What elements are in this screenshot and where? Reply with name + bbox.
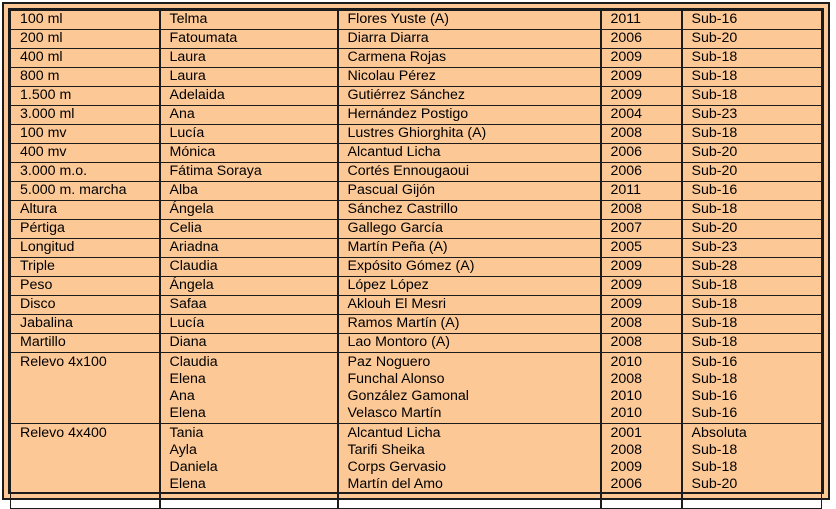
table-row (11, 315, 822, 334)
relay-row (11, 424, 822, 509)
name-cell: Fatoumata (160, 30, 338, 49)
year-cell: 2008 (601, 201, 682, 220)
relay-surname-line: Paz Noguero (347, 354, 431, 370)
name-cell: Ángela (160, 201, 338, 220)
surname-cell: Flores Yuste (A) (338, 11, 601, 30)
relay-year-cell (601, 353, 682, 424)
surname-cell: Hernández Postigo (338, 106, 601, 125)
category-cell: Sub-18 (682, 201, 822, 220)
year-cell: 2008 (601, 125, 682, 144)
category-cell: Sub-18 (682, 125, 822, 144)
name-cell: Telma (160, 11, 338, 30)
athletes-table-body (11, 11, 822, 509)
event-cell: Jabalina (11, 315, 160, 334)
surname-cell: Sánchez Castrillo (338, 201, 601, 220)
table-row (11, 277, 822, 296)
name-cell: Lucía (160, 125, 338, 144)
table-row (11, 258, 822, 277)
event-cell: 100 ml (11, 11, 160, 30)
category-cell: Sub-18 (682, 87, 822, 106)
relay-surname-line: Alcantud Licha (347, 425, 441, 441)
name-cell: Celia (160, 220, 338, 239)
category-cell: Sub-20 (682, 220, 822, 239)
relay-category-cell (682, 424, 822, 509)
relay-year-line: 2008 (610, 442, 643, 458)
year-cell: 2011 (601, 11, 682, 30)
category-cell: Sub-20 (682, 30, 822, 49)
relay-row (11, 353, 822, 424)
relay-name-cell (160, 424, 338, 509)
category-cell: Sub-16 (682, 11, 822, 30)
surname-cell: Martín Peña (A) (338, 239, 601, 258)
event-cell: 100 mv (11, 125, 160, 144)
category-cell: Sub-23 (682, 239, 822, 258)
relay-name-line: Ayla (169, 442, 197, 458)
surname-cell: Aklouh El Mesri (338, 296, 601, 315)
relay-surname-line: González Gamonal (347, 388, 469, 404)
relay-name-cell (160, 353, 338, 424)
relay-name-line: Elena (169, 405, 206, 421)
event-cell: Triple (11, 258, 160, 277)
year-cell: 2004 (601, 106, 682, 125)
surname-cell: Lao Montoro (A) (338, 334, 601, 353)
relay-category-line: Sub-20 (691, 476, 738, 492)
category-cell: Sub-18 (682, 296, 822, 315)
category-cell: Sub-18 (682, 49, 822, 68)
relay-category-line: Absoluta (691, 425, 747, 441)
category-cell: Sub-23 (682, 106, 822, 125)
relay-category-line: Sub-18 (691, 371, 738, 387)
name-cell: Lucía (160, 315, 338, 334)
relay-category-cell (682, 353, 822, 424)
event-cell: 800 m (11, 68, 160, 87)
category-cell: Sub-20 (682, 144, 822, 163)
surname-cell: López López (338, 277, 601, 296)
event-cell: 3.000 ml (11, 106, 160, 125)
event-cell: Pértiga (11, 220, 160, 239)
relay-year-line: 2010 (610, 354, 643, 370)
relay-surname-line: Martín del Amo (347, 476, 443, 492)
relay-category-line: Sub-18 (691, 459, 738, 475)
table-row (11, 334, 822, 353)
table-row (11, 30, 822, 49)
table-row (11, 11, 822, 30)
table-row (11, 163, 822, 182)
category-cell: Sub-16 (682, 182, 822, 201)
name-cell: Claudia (160, 258, 338, 277)
category-cell: Sub-28 (682, 258, 822, 277)
surname-cell: Alcantud Licha (338, 144, 601, 163)
event-cell: Peso (11, 277, 160, 296)
category-cell: Sub-18 (682, 334, 822, 353)
event-cell: Martillo (11, 334, 160, 353)
relay-surname-line: Velasco Martín (347, 405, 442, 421)
relay-category-line: Sub-16 (691, 388, 738, 404)
event-cell: Altura (11, 201, 160, 220)
table-inner-frame (8, 8, 824, 494)
surname-cell: Gallego García (338, 220, 601, 239)
name-cell: Ariadna (160, 239, 338, 258)
name-cell: Fátima Soraya (160, 163, 338, 182)
table-row (11, 68, 822, 87)
event-cell: 400 mv (11, 144, 160, 163)
event-cell: 3.000 m.o. (11, 163, 160, 182)
surname-cell: Ramos Martín (A) (338, 315, 601, 334)
category-cell: Sub-20 (682, 163, 822, 182)
table-row (11, 239, 822, 258)
relay-event-cell: Relevo 4x100 (11, 353, 160, 424)
table-row (11, 106, 822, 125)
relay-year-line: 2008 (610, 371, 643, 387)
relay-event-cell: Relevo 4x400 (11, 424, 160, 509)
relay-category-line: Sub-16 (691, 405, 738, 421)
relay-name-line: Claudia (169, 354, 218, 370)
year-cell: 2009 (601, 277, 682, 296)
relay-year-line: 2010 (610, 388, 643, 404)
table-row (11, 201, 822, 220)
name-cell: Ángela (160, 277, 338, 296)
relay-surname-line: Funchal Alonso (347, 371, 445, 387)
name-cell: Laura (160, 68, 338, 87)
relay-year-line: 2009 (610, 459, 643, 475)
table-row (11, 144, 822, 163)
relay-category-line: Sub-18 (691, 442, 738, 458)
relay-year-line: 2006 (610, 476, 643, 492)
relay-surname-cell (338, 424, 601, 509)
year-cell: 2008 (601, 334, 682, 353)
relay-name-line: Elena (169, 476, 206, 492)
year-cell: 2009 (601, 296, 682, 315)
relay-name-line: Ana (169, 388, 195, 404)
table-row (11, 87, 822, 106)
table-row (11, 49, 822, 68)
name-cell: Ana (160, 106, 338, 125)
table-row (11, 220, 822, 239)
relay-name-line: Elena (169, 371, 206, 387)
name-cell: Adelaida (160, 87, 338, 106)
name-cell: Alba (160, 182, 338, 201)
year-cell: 2011 (601, 182, 682, 201)
year-cell: 2005 (601, 239, 682, 258)
name-cell: Diana (160, 334, 338, 353)
category-cell: Sub-18 (682, 277, 822, 296)
year-cell: 2006 (601, 30, 682, 49)
name-cell: Laura (160, 49, 338, 68)
table-row (11, 182, 822, 201)
table-frame (2, 2, 830, 500)
relay-surname-line: Tarifi Sheika (347, 442, 425, 458)
relay-year-line: 2010 (610, 405, 643, 421)
surname-cell: Nicolau Pérez (338, 68, 601, 87)
relay-name-line: Tania (169, 425, 204, 441)
year-cell: 2008 (601, 315, 682, 334)
relay-category-line: Sub-16 (691, 354, 738, 370)
name-cell: Mónica (160, 144, 338, 163)
category-cell: Sub-18 (682, 68, 822, 87)
surname-cell: Gutiérrez Sánchez (338, 87, 601, 106)
year-cell: 2009 (601, 49, 682, 68)
year-cell: 2007 (601, 220, 682, 239)
surname-cell: Lustres Ghiorghita (A) (338, 125, 601, 144)
year-cell: 2009 (601, 68, 682, 87)
event-cell: Disco (11, 296, 160, 315)
surname-cell: Cortés Ennougaoui (338, 163, 601, 182)
year-cell: 2009 (601, 258, 682, 277)
year-cell: 2006 (601, 144, 682, 163)
category-cell: Sub-18 (682, 315, 822, 334)
name-cell: Safaa (160, 296, 338, 315)
event-cell: 1.500 m (11, 87, 160, 106)
table-row (11, 296, 822, 315)
surname-cell: Diarra Diarra (338, 30, 601, 49)
year-cell: 2006 (601, 163, 682, 182)
event-cell: 5.000 m. marcha (11, 182, 160, 201)
year-cell: 2009 (601, 87, 682, 106)
athletes-table (10, 10, 822, 509)
event-cell: Longitud (11, 239, 160, 258)
surname-cell: Carmena Rojas (338, 49, 601, 68)
relay-name-line: Daniela (169, 459, 218, 475)
event-cell: 400 ml (11, 49, 160, 68)
relay-surname-cell (338, 353, 601, 424)
table-row (11, 125, 822, 144)
surname-cell: Expósito Gómez (A) (338, 258, 601, 277)
relay-year-cell (601, 424, 682, 509)
relay-surname-line: Corps Gervasio (347, 459, 447, 475)
event-cell: 200 ml (11, 30, 160, 49)
relay-year-line: 2001 (610, 425, 643, 441)
surname-cell: Pascual Gijón (338, 182, 601, 201)
